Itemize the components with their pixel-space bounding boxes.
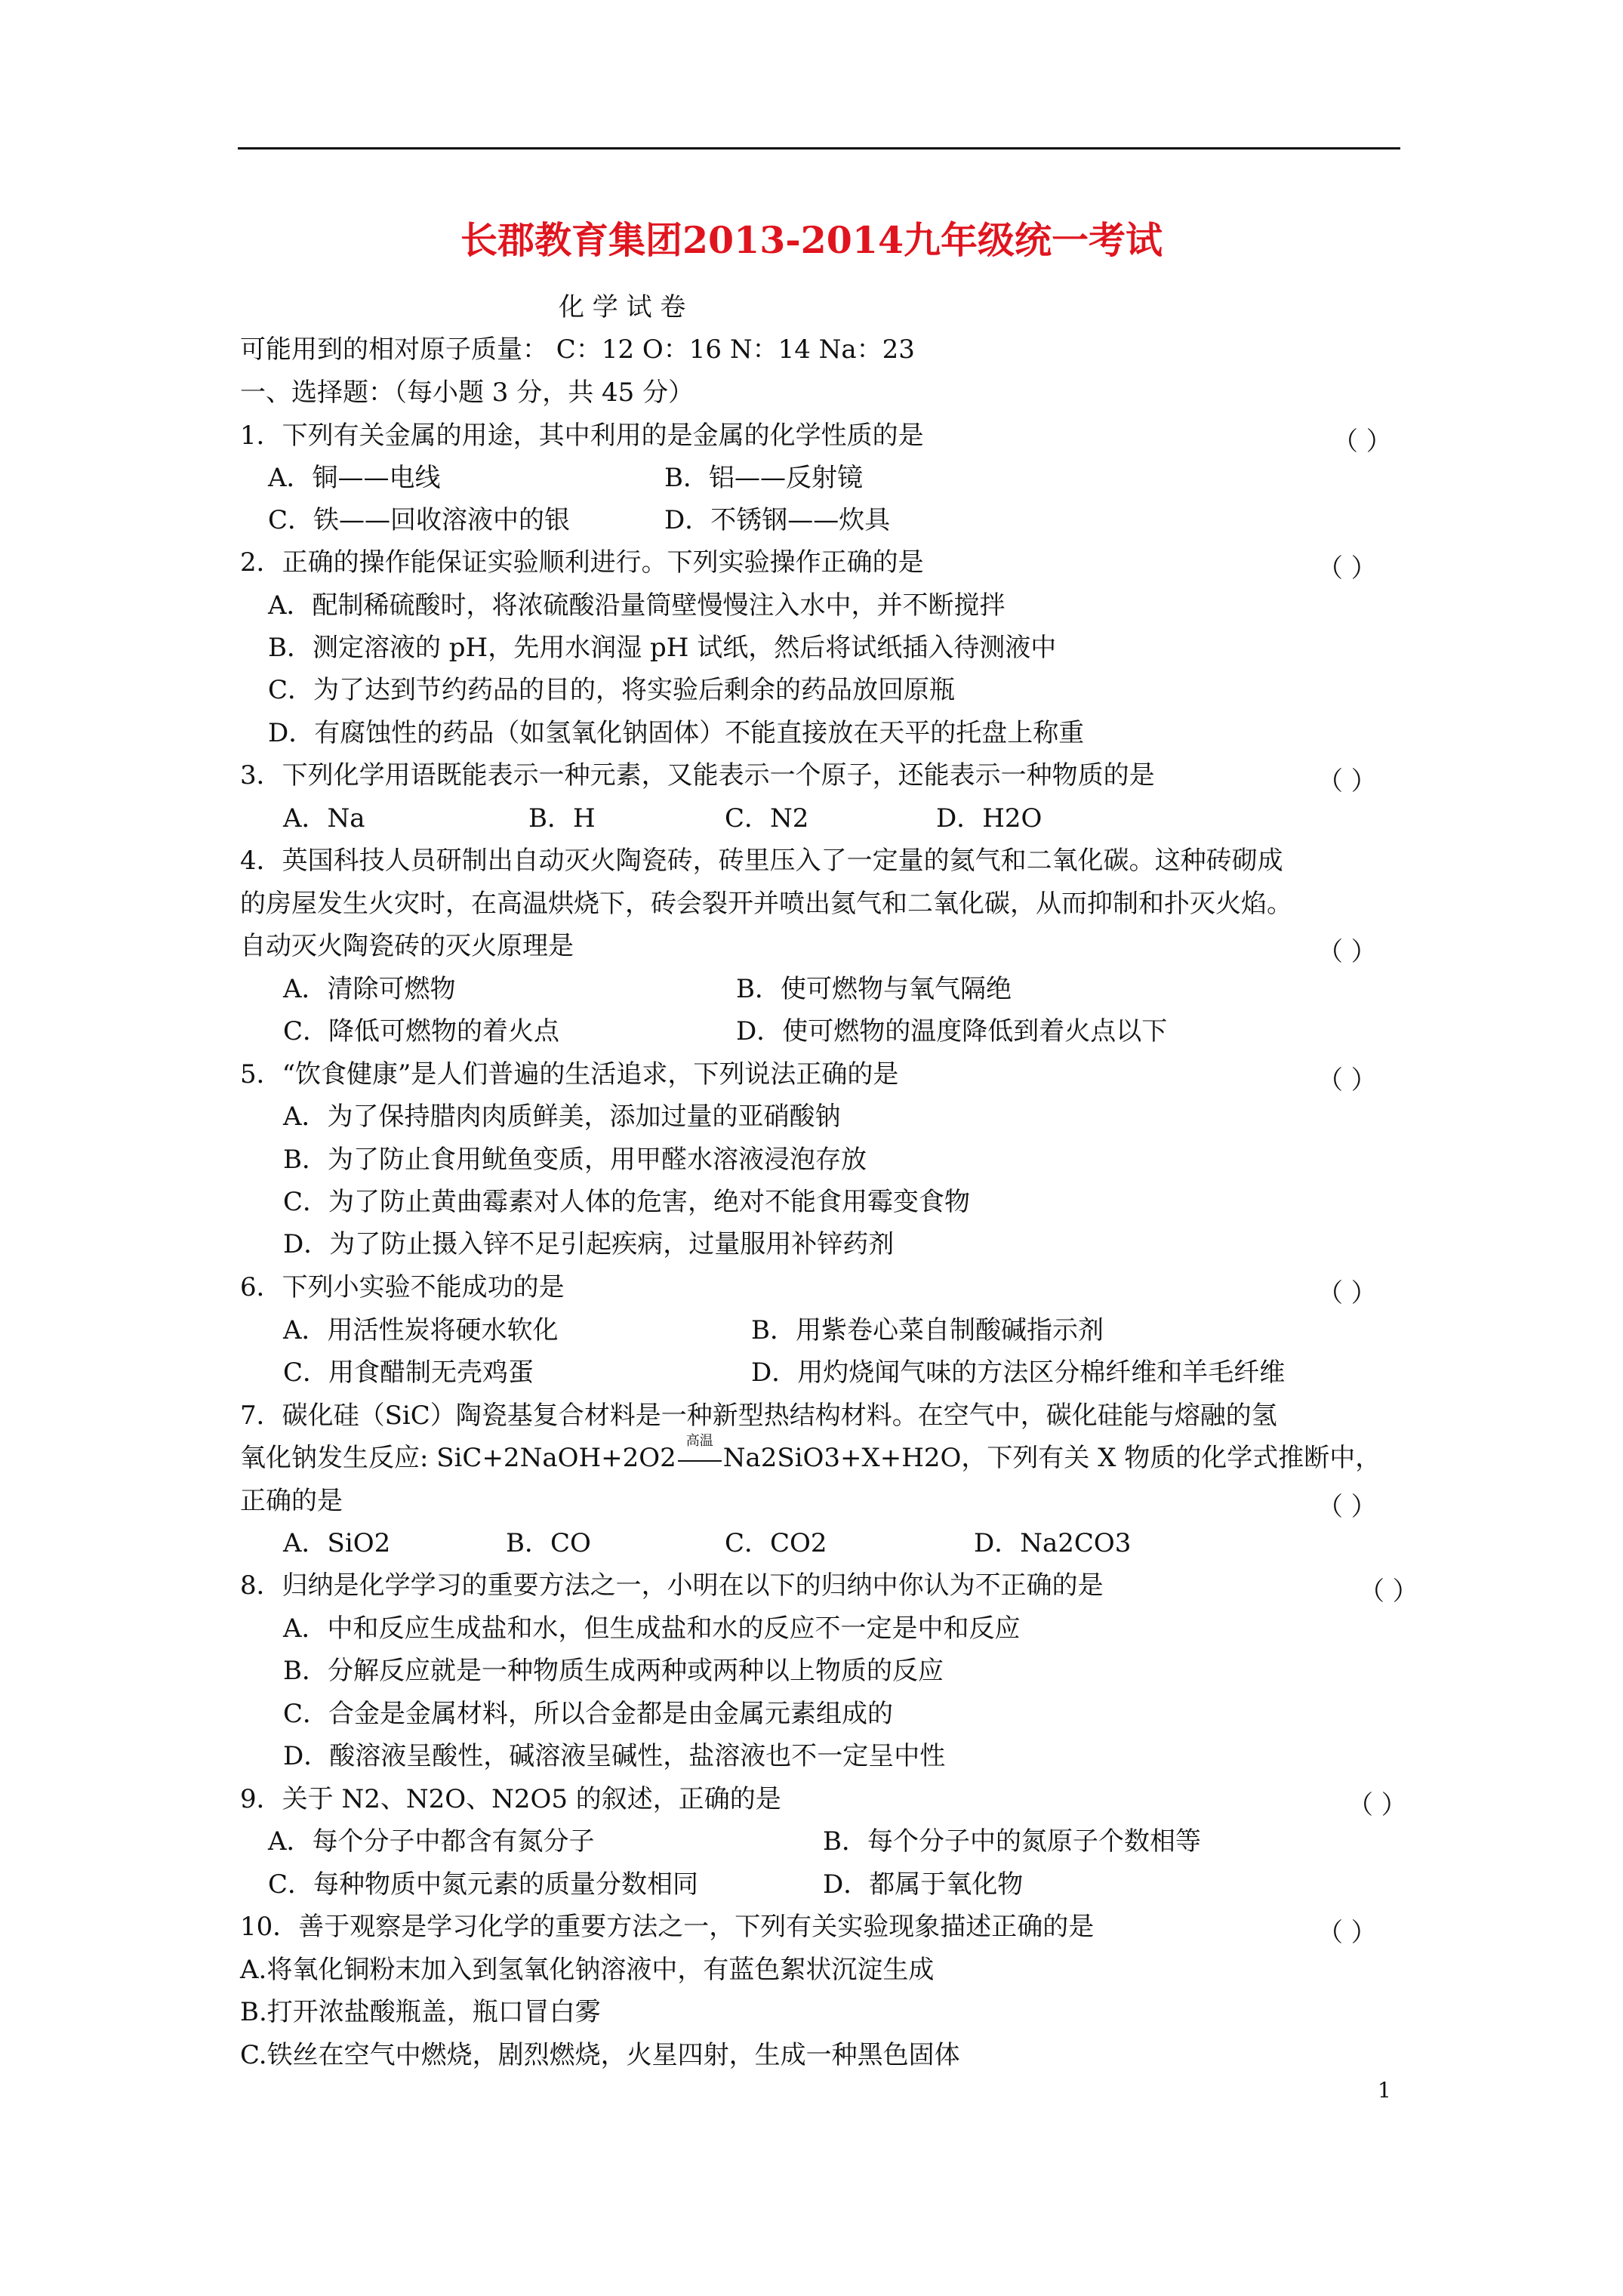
q4-option-b: B．使可燃物与氧气隔绝: [736, 974, 1012, 1004]
atomic-masses: 可能用到的相对原子质量： C：12 O：16 N：14 Na：23: [240, 334, 915, 365]
q3-option-d: D．H2O: [936, 803, 1042, 834]
q10-answer-blank: （ ）: [1317, 1918, 1377, 1948]
q9-answer-blank: （ ）: [1347, 1790, 1407, 1820]
q3-answer-blank: （ ）: [1317, 766, 1377, 797]
q7-option-c: C．CO2: [725, 1528, 827, 1558]
q9-option-d: D．都属于氧化物: [823, 1869, 1024, 1900]
q7-equation-left: 氧化钠发生反应: SiC+2NaOH+2O2: [240, 1443, 676, 1473]
q6-option-d: D．用灼烧闻气味的方法区分棉纤维和羊毛纤维: [751, 1358, 1286, 1388]
q2-option-d: D．有腐蚀性的药品（如氢氧化钠固体）不能直接放在天平的托盘上称重: [268, 718, 1085, 748]
q4-option-a: A．清除可燃物: [283, 974, 456, 1004]
q7-equation-right: Na2SiO3+X+H2O，下列有关 X 物质的化学式推断中，: [722, 1443, 1381, 1473]
q5-answer-blank: （ ）: [1317, 1065, 1377, 1096]
q2-stem: 2．正确的操作能保证实验顺利进行。下列实验操作正确的是: [240, 547, 924, 578]
q3-option-a: A．Na: [283, 803, 365, 834]
q8-answer-blank: （ ）: [1359, 1576, 1418, 1607]
equals-sign: [678, 1457, 722, 1462]
q10-option-c: C.铁丝在空气中燃烧，剧烈燃烧，火星四射，生成一种黑色固体: [240, 2040, 960, 2070]
q2-option-b: B．测定溶液的 pH，先用水润湿 pH 试纸，然后将试纸插入待测液中: [268, 633, 1057, 663]
q7-line-3: 正确的是: [240, 1486, 343, 1516]
q4-option-c: C．降低可燃物的着火点: [283, 1016, 560, 1046]
q5-option-d: D．为了防止摄入锌不足引起疾病，过量服用补锌药剂: [283, 1229, 895, 1259]
q4-answer-blank: （ ）: [1317, 937, 1377, 967]
page-number: 1: [1378, 2078, 1391, 2103]
q1-stem: 1．下列有关金属的用途，其中利用的是金属的化学性质的是: [240, 421, 924, 451]
q4-option-d: D．使可燃物的温度降低到着火点以下: [736, 1016, 1168, 1046]
q2-answer-blank: （ ）: [1317, 553, 1377, 584]
q9-option-a: A．每个分子中都含有氮分子: [268, 1826, 595, 1857]
q2-option-a: A．配制稀硫酸时，将浓硫酸沿量筒壁慢慢注入水中，并不断搅拌: [268, 590, 1006, 621]
q1-answer-blank: （ ）: [1332, 427, 1392, 457]
q1-option-a: A．铜——电线: [268, 463, 441, 493]
q9-option-c: C．每种物质中氮元素的质量分数相同: [268, 1869, 699, 1900]
q7-option-b: B．CO: [506, 1528, 591, 1558]
reaction-condition-label: 高温: [685, 1433, 713, 1449]
q6-option-c: C．用食醋制无壳鸡蛋: [283, 1358, 534, 1388]
q3-stem: 3．下列化学用语既能表示一种元素，又能表示一个原子，还能表示一种物质的是: [240, 760, 1155, 791]
q7-line-1: 7．碳化硅（SiC）陶瓷基复合材料是一种新型热结构材料。在空气中，碳化硅能与熔融的氢: [240, 1401, 1277, 1431]
q8-option-a: A．中和反应生成盐和水，但生成盐和水的反应不一定是中和反应: [283, 1613, 1021, 1644]
q6-option-a: A．用活性炭将硬水软化: [283, 1315, 559, 1345]
q7-answer-blank: （ ）: [1317, 1492, 1377, 1522]
q8-option-b: B．分解反应就是一种物质生成两种或两种以上物质的反应: [283, 1656, 944, 1686]
q5-option-b: B．为了防止食用鱿鱼变质，用甲醛水溶液浸泡存放: [283, 1145, 867, 1175]
q4-line-1: 4．英国科技人员研制出自动灭火陶瓷砖，砖里压入了一定量的氦气和二氧化碳。这种砖砌成: [240, 846, 1283, 876]
q7-option-d: D．Na2CO3: [974, 1528, 1132, 1558]
paper-subtitle: 化 学 试 卷: [559, 292, 686, 322]
q6-option-b: B．用紫卷心菜自制酸碱指示剂: [751, 1315, 1104, 1345]
q7-line-2: [240, 1433, 1381, 1473]
section-heading: 一、选择题：（每小题 3 分，共 45 分）: [240, 378, 694, 408]
q9-option-b: B．每个分子中的氮原子个数相等: [823, 1826, 1201, 1857]
q10-option-b: B.打开浓盐酸瓶盖，瓶口冒白雾: [240, 1997, 601, 2027]
q6-answer-blank: （ ）: [1317, 1278, 1377, 1308]
q1-option-c: C．铁——回收溶液中的银: [268, 505, 571, 535]
q10-option-a: A.将氧化铜粉末加入到氢氧化钠溶液中，有蓝色絮状沉淀生成: [240, 1955, 935, 1985]
exam-title: 长郡教育集团2013-2014九年级统一考试: [460, 218, 1163, 262]
reaction-condition: [676, 1433, 723, 1471]
header-rule: [238, 147, 1400, 149]
q8-stem: 8．归纳是化学学习的重要方法之一，小明在以下的归纳中你认为不正确的是: [240, 1570, 1104, 1601]
q3-option-b: B．H: [528, 803, 596, 834]
q5-option-a: A．为了保持腊肉肉质鲜美，添加过量的亚硝酸钠: [283, 1102, 841, 1132]
q1-option-b: B．铝——反射镜: [664, 463, 863, 493]
q2-option-c: C．为了达到节约药品的目的，将实验后剩余的药品放回原瓶: [268, 675, 956, 705]
q10-stem: 10．善于观察是学习化学的重要方法之一，下列有关实验现象描述正确的是: [240, 1912, 1095, 1942]
q8-option-d: D．酸溶液呈酸性，碱溶液呈碱性，盐溶液也不一定呈中性: [283, 1741, 946, 1771]
q7-option-a: A．SiO2: [283, 1528, 391, 1558]
q9-stem: 9．关于 N2、N2O、N2O5 的叙述，正确的是: [240, 1784, 781, 1814]
q4-line-3: 自动灭火陶瓷砖的灭火原理是: [240, 931, 574, 961]
q5-stem: 5．“饮食健康”是人们普遍的生活追求，下列说法正确的是: [240, 1059, 899, 1089]
q5-option-c: C．为了防止黄曲霉素对人体的危害，绝对不能食用霉变食物: [283, 1187, 971, 1217]
q1-option-d: D．不锈钢——炊具: [664, 505, 891, 535]
q3-option-c: C．N2: [725, 803, 809, 834]
q8-option-c: C．合金是金属材料，所以合金都是由金属元素组成的: [283, 1699, 894, 1729]
q4-line-2: 的房屋发生火灾时，在高温烘烧下，砖会裂开并喷出氦气和二氧化碳，从而抑制和扑灭火焰。: [240, 889, 1292, 919]
q6-stem: 6．下列小实验不能成功的是: [240, 1272, 565, 1302]
